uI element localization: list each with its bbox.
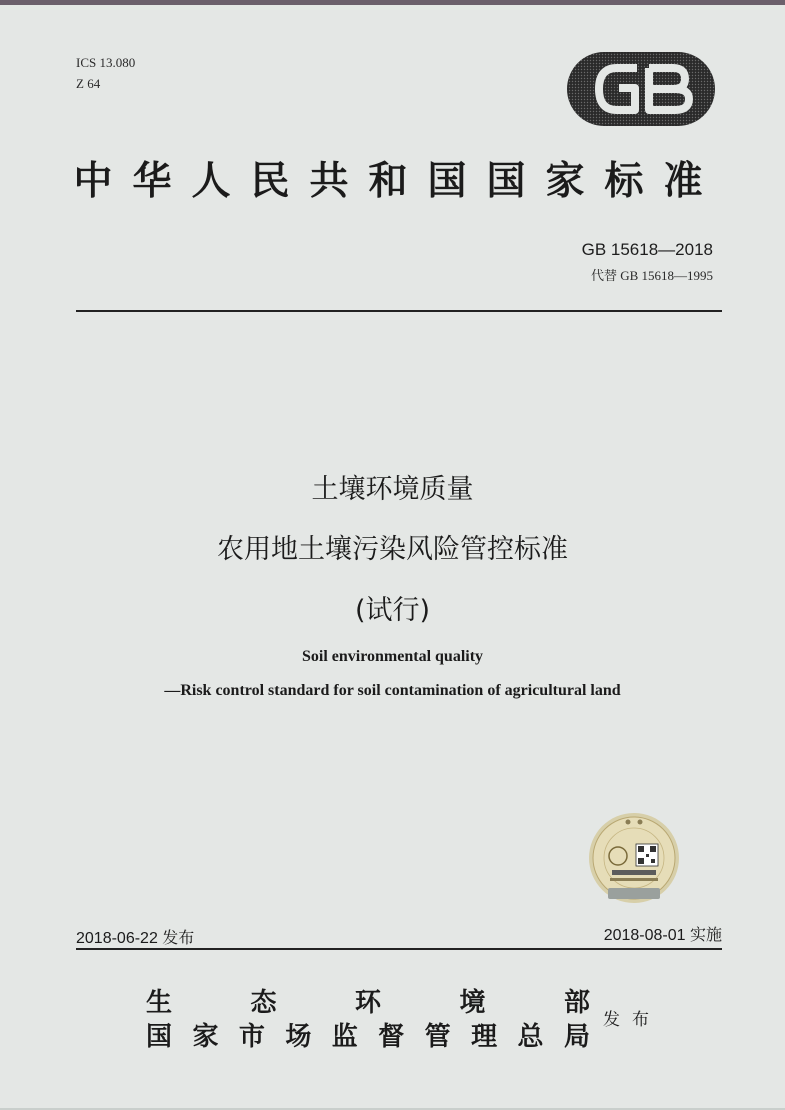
replaces-standard: 代替 GB 15618—1995 bbox=[590, 268, 713, 283]
gb-logo bbox=[565, 50, 717, 128]
issuer-char: 境 bbox=[459, 988, 486, 1018]
issuer-char: 管 bbox=[424, 1022, 451, 1052]
header-divider bbox=[76, 310, 722, 312]
issuer-char: 局 bbox=[563, 1022, 590, 1052]
standard-number: GB 15618—2018 bbox=[581, 240, 713, 259]
issuer-ministry bbox=[146, 982, 590, 1019]
english-title-line-2: —Risk control standard for soil contamination of agricultural land bbox=[164, 682, 621, 699]
issuer-char: 生 bbox=[146, 988, 173, 1018]
publish-label: 发布 bbox=[603, 1010, 661, 1030]
issuer-char: 监 bbox=[331, 1022, 358, 1052]
english-title-line-1: Soil environmental quality bbox=[301, 648, 484, 665]
ics-code: ICS 13.080 bbox=[76, 55, 136, 70]
issuer-char: 态 bbox=[250, 988, 277, 1018]
issuer-administration bbox=[146, 1016, 590, 1053]
footer-divider bbox=[76, 948, 722, 950]
chinese-title-line-1: 土壤环境质量 bbox=[311, 474, 474, 505]
issuer-char: 理 bbox=[471, 1022, 498, 1052]
issuer-char: 部 bbox=[563, 988, 590, 1018]
chinese-title-line-2: 农用地土壤污染风险管控标准 bbox=[217, 534, 568, 565]
ccs-code: Z 64 bbox=[76, 76, 101, 91]
issuer-char: 督 bbox=[378, 1022, 405, 1052]
chinese-title-line-3: (试行) bbox=[354, 595, 431, 626]
national-standard-title: 中华人民共和国国家标准 bbox=[73, 158, 723, 204]
issuer-char: 市 bbox=[238, 1022, 265, 1052]
issuer-char: 国 bbox=[146, 1022, 173, 1052]
issuer-char: 总 bbox=[517, 1022, 544, 1052]
anti-counterfeit-seal bbox=[588, 812, 680, 904]
issuer-char: 场 bbox=[285, 1022, 312, 1052]
page-top-edge bbox=[0, 0, 785, 5]
issuer-char: 环 bbox=[354, 988, 381, 1018]
classification-codes bbox=[76, 52, 135, 94]
implementation-date: 2018-08-01 实施 bbox=[603, 927, 722, 944]
issuer-char: 家 bbox=[192, 1022, 219, 1052]
issue-date: 2018-06-22 发布 bbox=[76, 930, 195, 947]
